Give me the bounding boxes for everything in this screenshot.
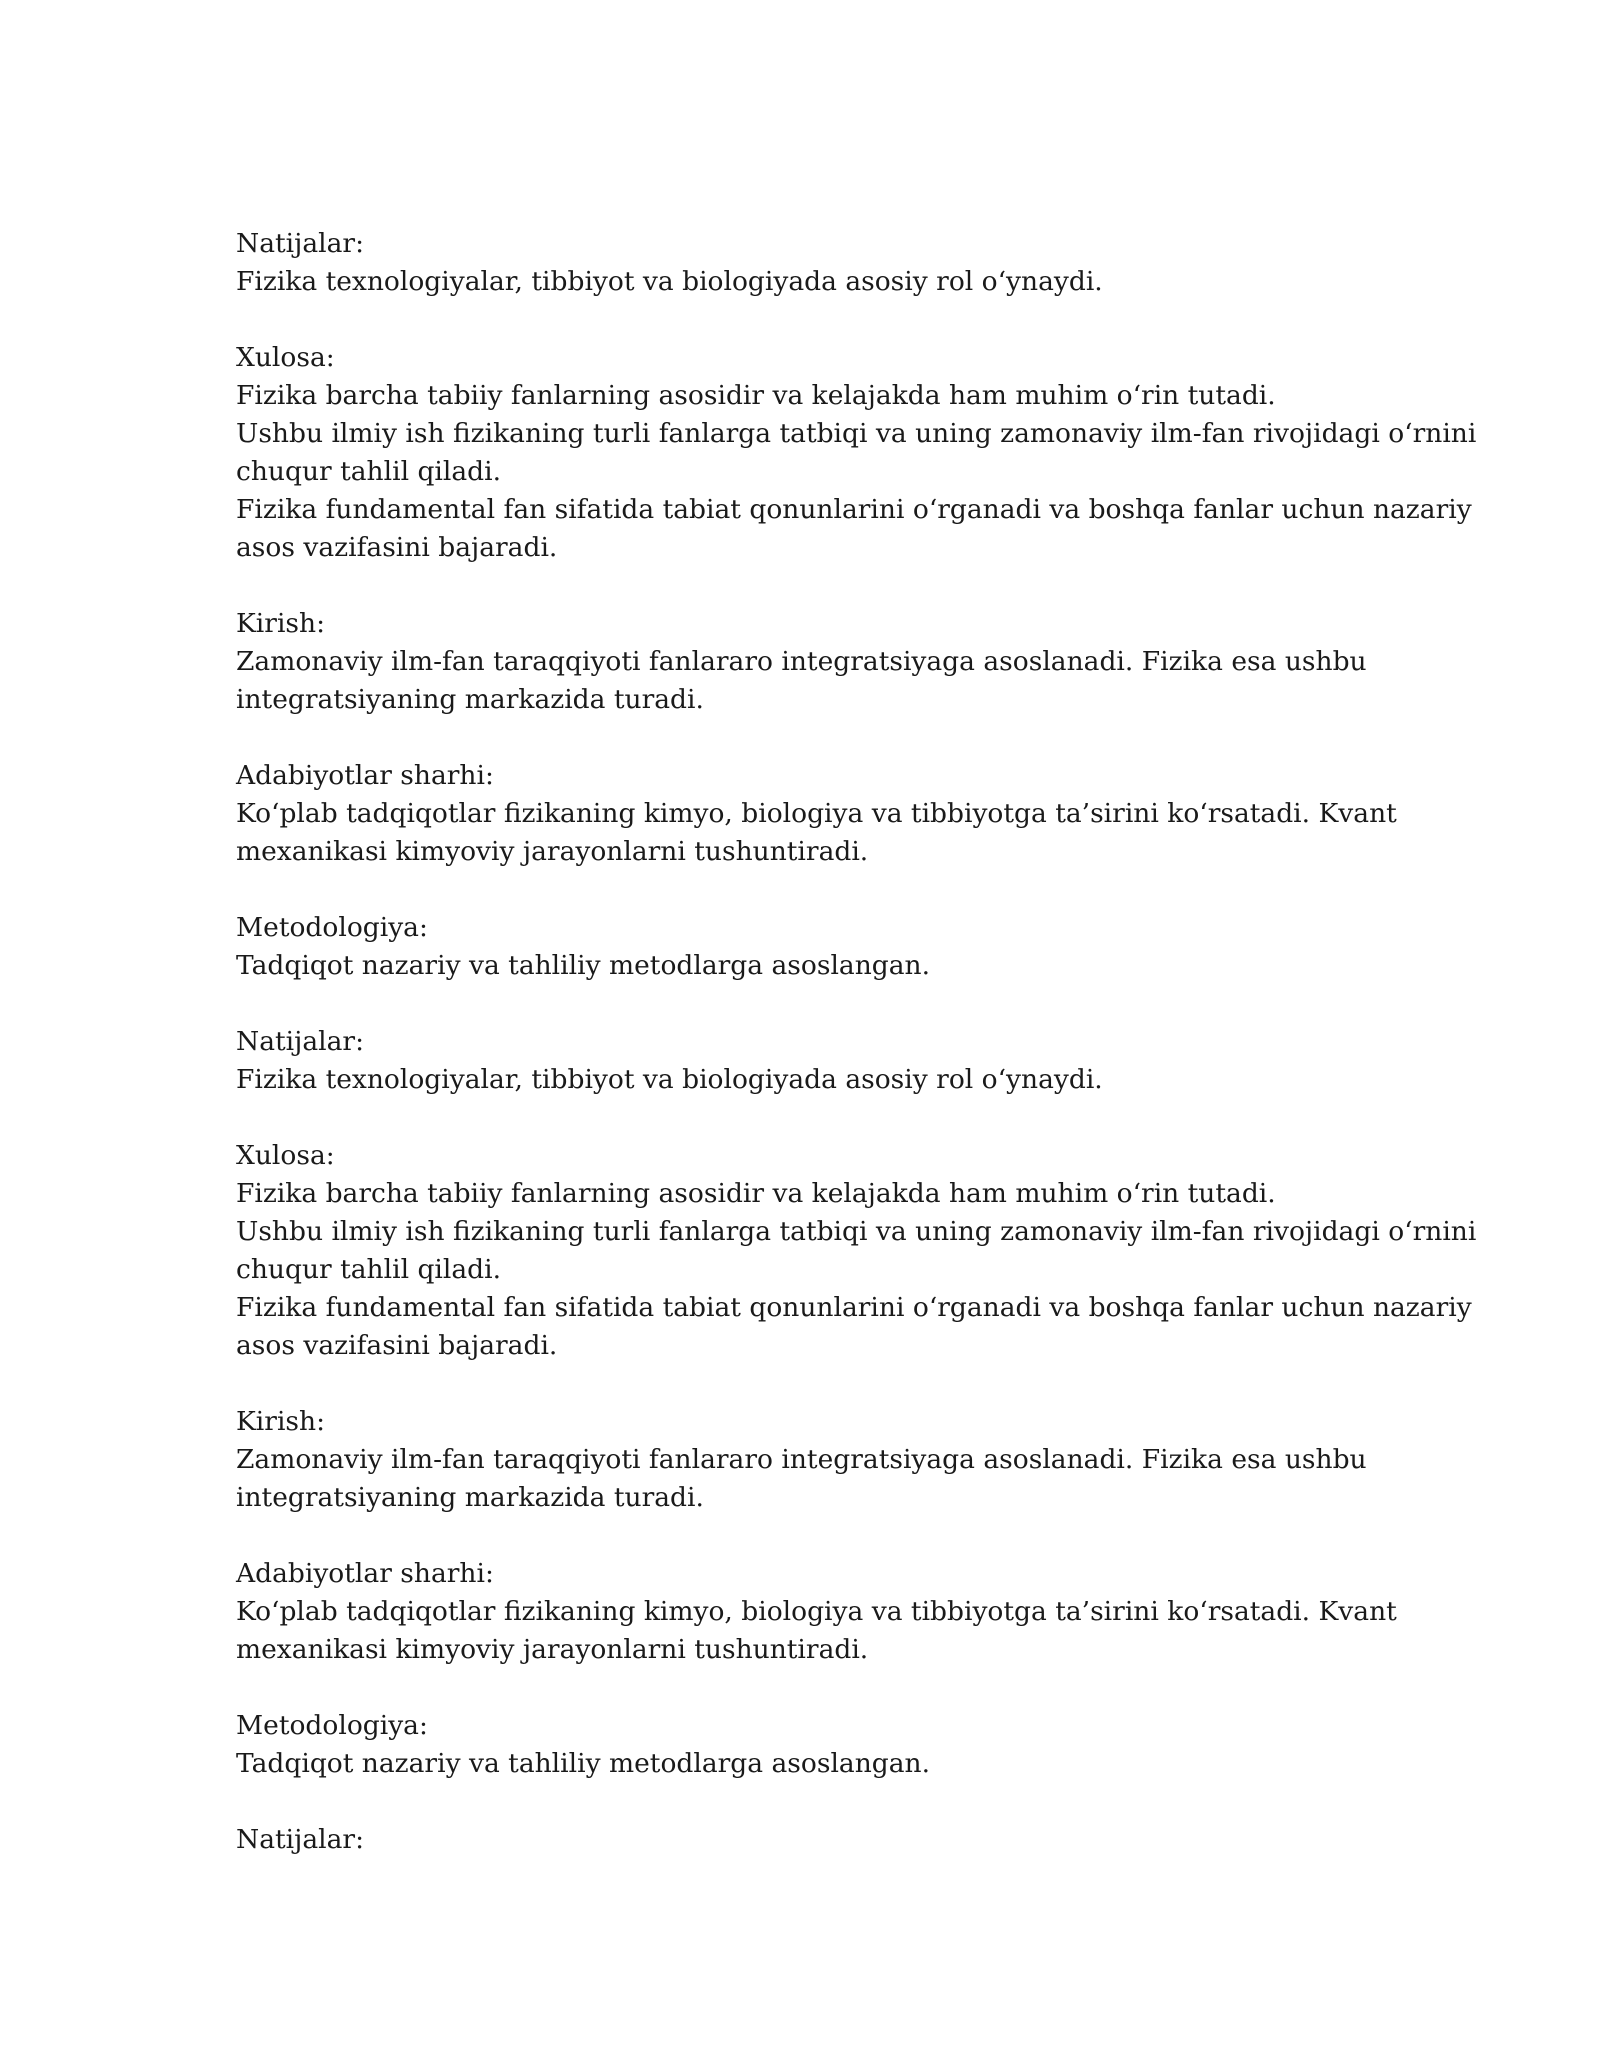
text-line: Ko‘plab tadqiqotlar fizikaning kimyo, biologiya va tibbiyotga ta’sirini ko‘rsatadi. Kvant bbox=[236, 1596, 1397, 1627]
blank-line bbox=[236, 1099, 1366, 1137]
blank-line bbox=[236, 985, 1366, 1023]
document-body bbox=[236, 225, 1477, 1859]
text-line: Tadqiqot nazariy va tahliliy metodlarga asoslangan. bbox=[236, 1748, 931, 1779]
text-line: mexanikasi kimyoviy jarayonlarni tushuntiradi. bbox=[236, 1634, 869, 1665]
text-line: mexanikasi kimyoviy jarayonlarni tushuntiradi. bbox=[236, 836, 869, 867]
text-line: Xulosa: bbox=[236, 342, 335, 373]
text-line: Fizika fundamental fan sifatida tabiat qonunlarini o‘rganadi va boshqa fanlar uchun nazariy bbox=[236, 1292, 1472, 1323]
text-line: chuqur tahlil qiladi. bbox=[236, 456, 502, 487]
text-line: Fizika barcha tabiiy fanlarning asosidir va kelajakda ham muhim o‘rin tutadi. bbox=[236, 380, 1276, 411]
text-line: Fizika texnologiyalar, tibbiyot va biologiyada asosiy rol o‘ynaydi. bbox=[236, 1064, 1103, 1095]
text-line: Metodologiya: bbox=[236, 1710, 428, 1741]
text-line: integratsiyaning markazida turadi. bbox=[236, 1482, 704, 1513]
blank-line bbox=[236, 1365, 1366, 1403]
text-line: Xulosa: bbox=[236, 1140, 335, 1171]
text-line: Tadqiqot nazariy va tahliliy metodlarga asoslangan. bbox=[236, 950, 931, 981]
text-line: asos vazifasini bajaradi. bbox=[236, 1330, 558, 1361]
blank-line bbox=[236, 301, 1366, 339]
blank-line bbox=[236, 719, 1366, 757]
text-line: asos vazifasini bajaradi. bbox=[236, 532, 558, 563]
text-line: Ushbu ilmiy ish fizikaning turli fanlarga tatbiqi va uning zamonaviy ilm-fan rivojidagi o‘rnini bbox=[236, 418, 1477, 449]
blank-line bbox=[236, 1783, 1366, 1821]
blank-line bbox=[236, 567, 1366, 605]
text-line: Fizika texnologiyalar, tibbiyot va biologiyada asosiy rol o‘ynaydi. bbox=[236, 266, 1103, 297]
text-line: chuqur tahlil qiladi. bbox=[236, 1254, 502, 1285]
text-line: Fizika fundamental fan sifatida tabiat qonunlarini o‘rganadi va boshqa fanlar uchun nazariy bbox=[236, 494, 1472, 525]
text-line: Fizika barcha tabiiy fanlarning asosidir va kelajakda ham muhim o‘rin tutadi. bbox=[236, 1178, 1276, 1209]
text-line: Kirish: bbox=[236, 1406, 326, 1437]
text-line: Kirish: bbox=[236, 608, 326, 639]
blank-line bbox=[236, 871, 1366, 909]
text-line: Natijalar: bbox=[236, 1824, 364, 1855]
blank-line bbox=[236, 1517, 1366, 1555]
text-line: Natijalar: bbox=[236, 228, 364, 259]
text-line: Zamonaviy ilm-fan taraqqiyoti fanlararo integratsiyaga asoslanadi. Fizika esa ushbu bbox=[236, 1444, 1367, 1475]
text-line: integratsiyaning markazida turadi. bbox=[236, 684, 704, 715]
text-line: Adabiyotlar sharhi: bbox=[236, 760, 494, 791]
text-line: Ko‘plab tadqiqotlar fizikaning kimyo, biologiya va tibbiyotga ta’sirini ko‘rsatadi. Kvant bbox=[236, 798, 1397, 829]
blank-line bbox=[236, 1669, 1366, 1707]
text-line: Adabiyotlar sharhi: bbox=[236, 1558, 494, 1589]
text-line: Ushbu ilmiy ish fizikaning turli fanlarga tatbiqi va uning zamonaviy ilm-fan rivojidagi o‘rnini bbox=[236, 1216, 1477, 1247]
text-line: Zamonaviy ilm-fan taraqqiyoti fanlararo integratsiyaga asoslanadi. Fizika esa ushbu bbox=[236, 646, 1367, 677]
text-line: Metodologiya: bbox=[236, 912, 428, 943]
text-line: Natijalar: bbox=[236, 1026, 364, 1057]
